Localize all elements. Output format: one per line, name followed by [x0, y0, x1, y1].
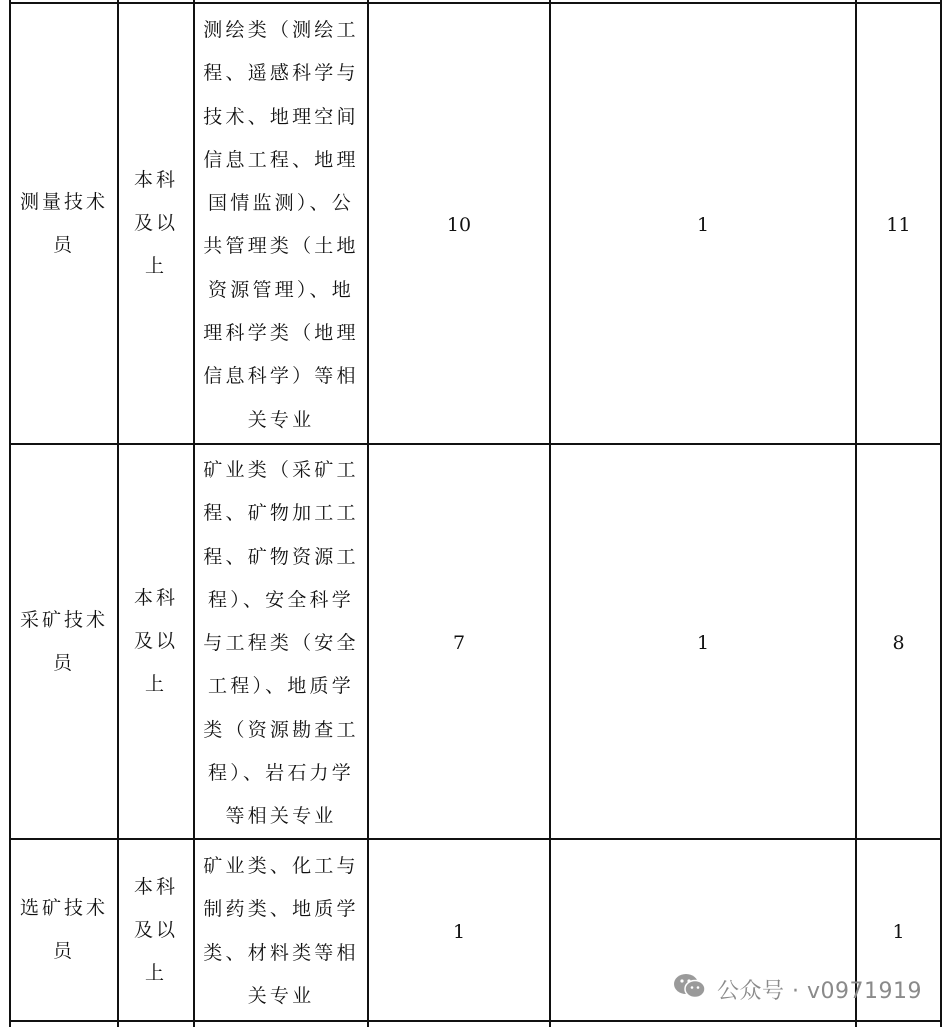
position-line: 员 [52, 940, 75, 962]
major-line: 矿业类、化工与 [203, 855, 359, 877]
watermark-text: 公众号 · v0971919 [717, 978, 922, 1004]
major-line: 程、矿物资源工 [203, 545, 359, 568]
count-b-cell: 1 [696, 214, 710, 236]
education-line: 上 [144, 673, 167, 695]
major-line: 资源管理）、地 [208, 278, 354, 301]
education-line: 本科 [133, 587, 178, 609]
position-cell [11, 840, 117, 1020]
major-line: 信息工程、地理 [203, 148, 359, 171]
education-cell [119, 445, 193, 838]
major-line: 类（资源勘查工 [203, 718, 359, 741]
count-b-cell: 1 [696, 632, 710, 654]
education-line: 本科 [133, 169, 178, 191]
major-line: 制药类、地质学 [203, 898, 359, 921]
major-line: 国情监测）、公 [208, 192, 354, 215]
major-cell [203, 845, 359, 1018]
major-line: 信息科学）等相 [203, 365, 359, 388]
major-line: 等相关专业 [225, 805, 337, 828]
major-line: 共管理类（土地 [203, 235, 359, 258]
major-cell [203, 9, 359, 442]
education-line: 及以 [133, 212, 178, 234]
education-line: 及以 [133, 918, 178, 941]
education-line: 上 [144, 961, 167, 984]
major-line: 程）、安全科学 [208, 588, 354, 611]
position-line: 选矿技术 [19, 897, 108, 919]
count-b-cell [551, 911, 855, 953]
major-line: 关专业 [247, 408, 315, 431]
position-line: 采矿技术 [19, 608, 108, 631]
position-line: 员 [52, 651, 75, 674]
count-a-cell: 1 [452, 921, 466, 943]
major-line: 关专业 [247, 984, 315, 1007]
education-cell [119, 840, 193, 1020]
education-line: 本科 [133, 875, 178, 898]
education-line: 上 [144, 255, 167, 277]
major-line: 程、遥感科学与 [203, 62, 359, 85]
major-line: 与工程类（安全 [203, 632, 359, 655]
position-line: 测量技术 [19, 190, 108, 213]
major-line: 程）、岩石力学 [208, 762, 354, 785]
major-line: 理科学类（地理 [203, 322, 359, 345]
count-a-cell: 10 [446, 214, 472, 236]
major-line: 技术、地理空间 [203, 105, 359, 128]
total-cell: 1 [892, 921, 905, 943]
position-cell [11, 4, 117, 443]
position-cell [11, 445, 117, 838]
position-line: 员 [52, 233, 75, 256]
count-a-cell: 7 [452, 632, 466, 654]
major-line: 工程）、地质学 [208, 675, 354, 698]
watermark [673, 972, 922, 1006]
wechat-icon [673, 972, 717, 1006]
major-line: 程、矿物加工工 [203, 502, 359, 525]
major-line: 矿业类（采矿工 [203, 459, 359, 481]
education-cell [119, 4, 193, 443]
total-cell: 8 [892, 632, 905, 654]
major-line: 测绘类（测绘工 [203, 19, 359, 41]
total-cell: 11 [886, 214, 911, 236]
education-line: 及以 [133, 630, 178, 652]
major-cell [203, 449, 359, 839]
major-line: 类、材料类等相 [203, 941, 359, 964]
